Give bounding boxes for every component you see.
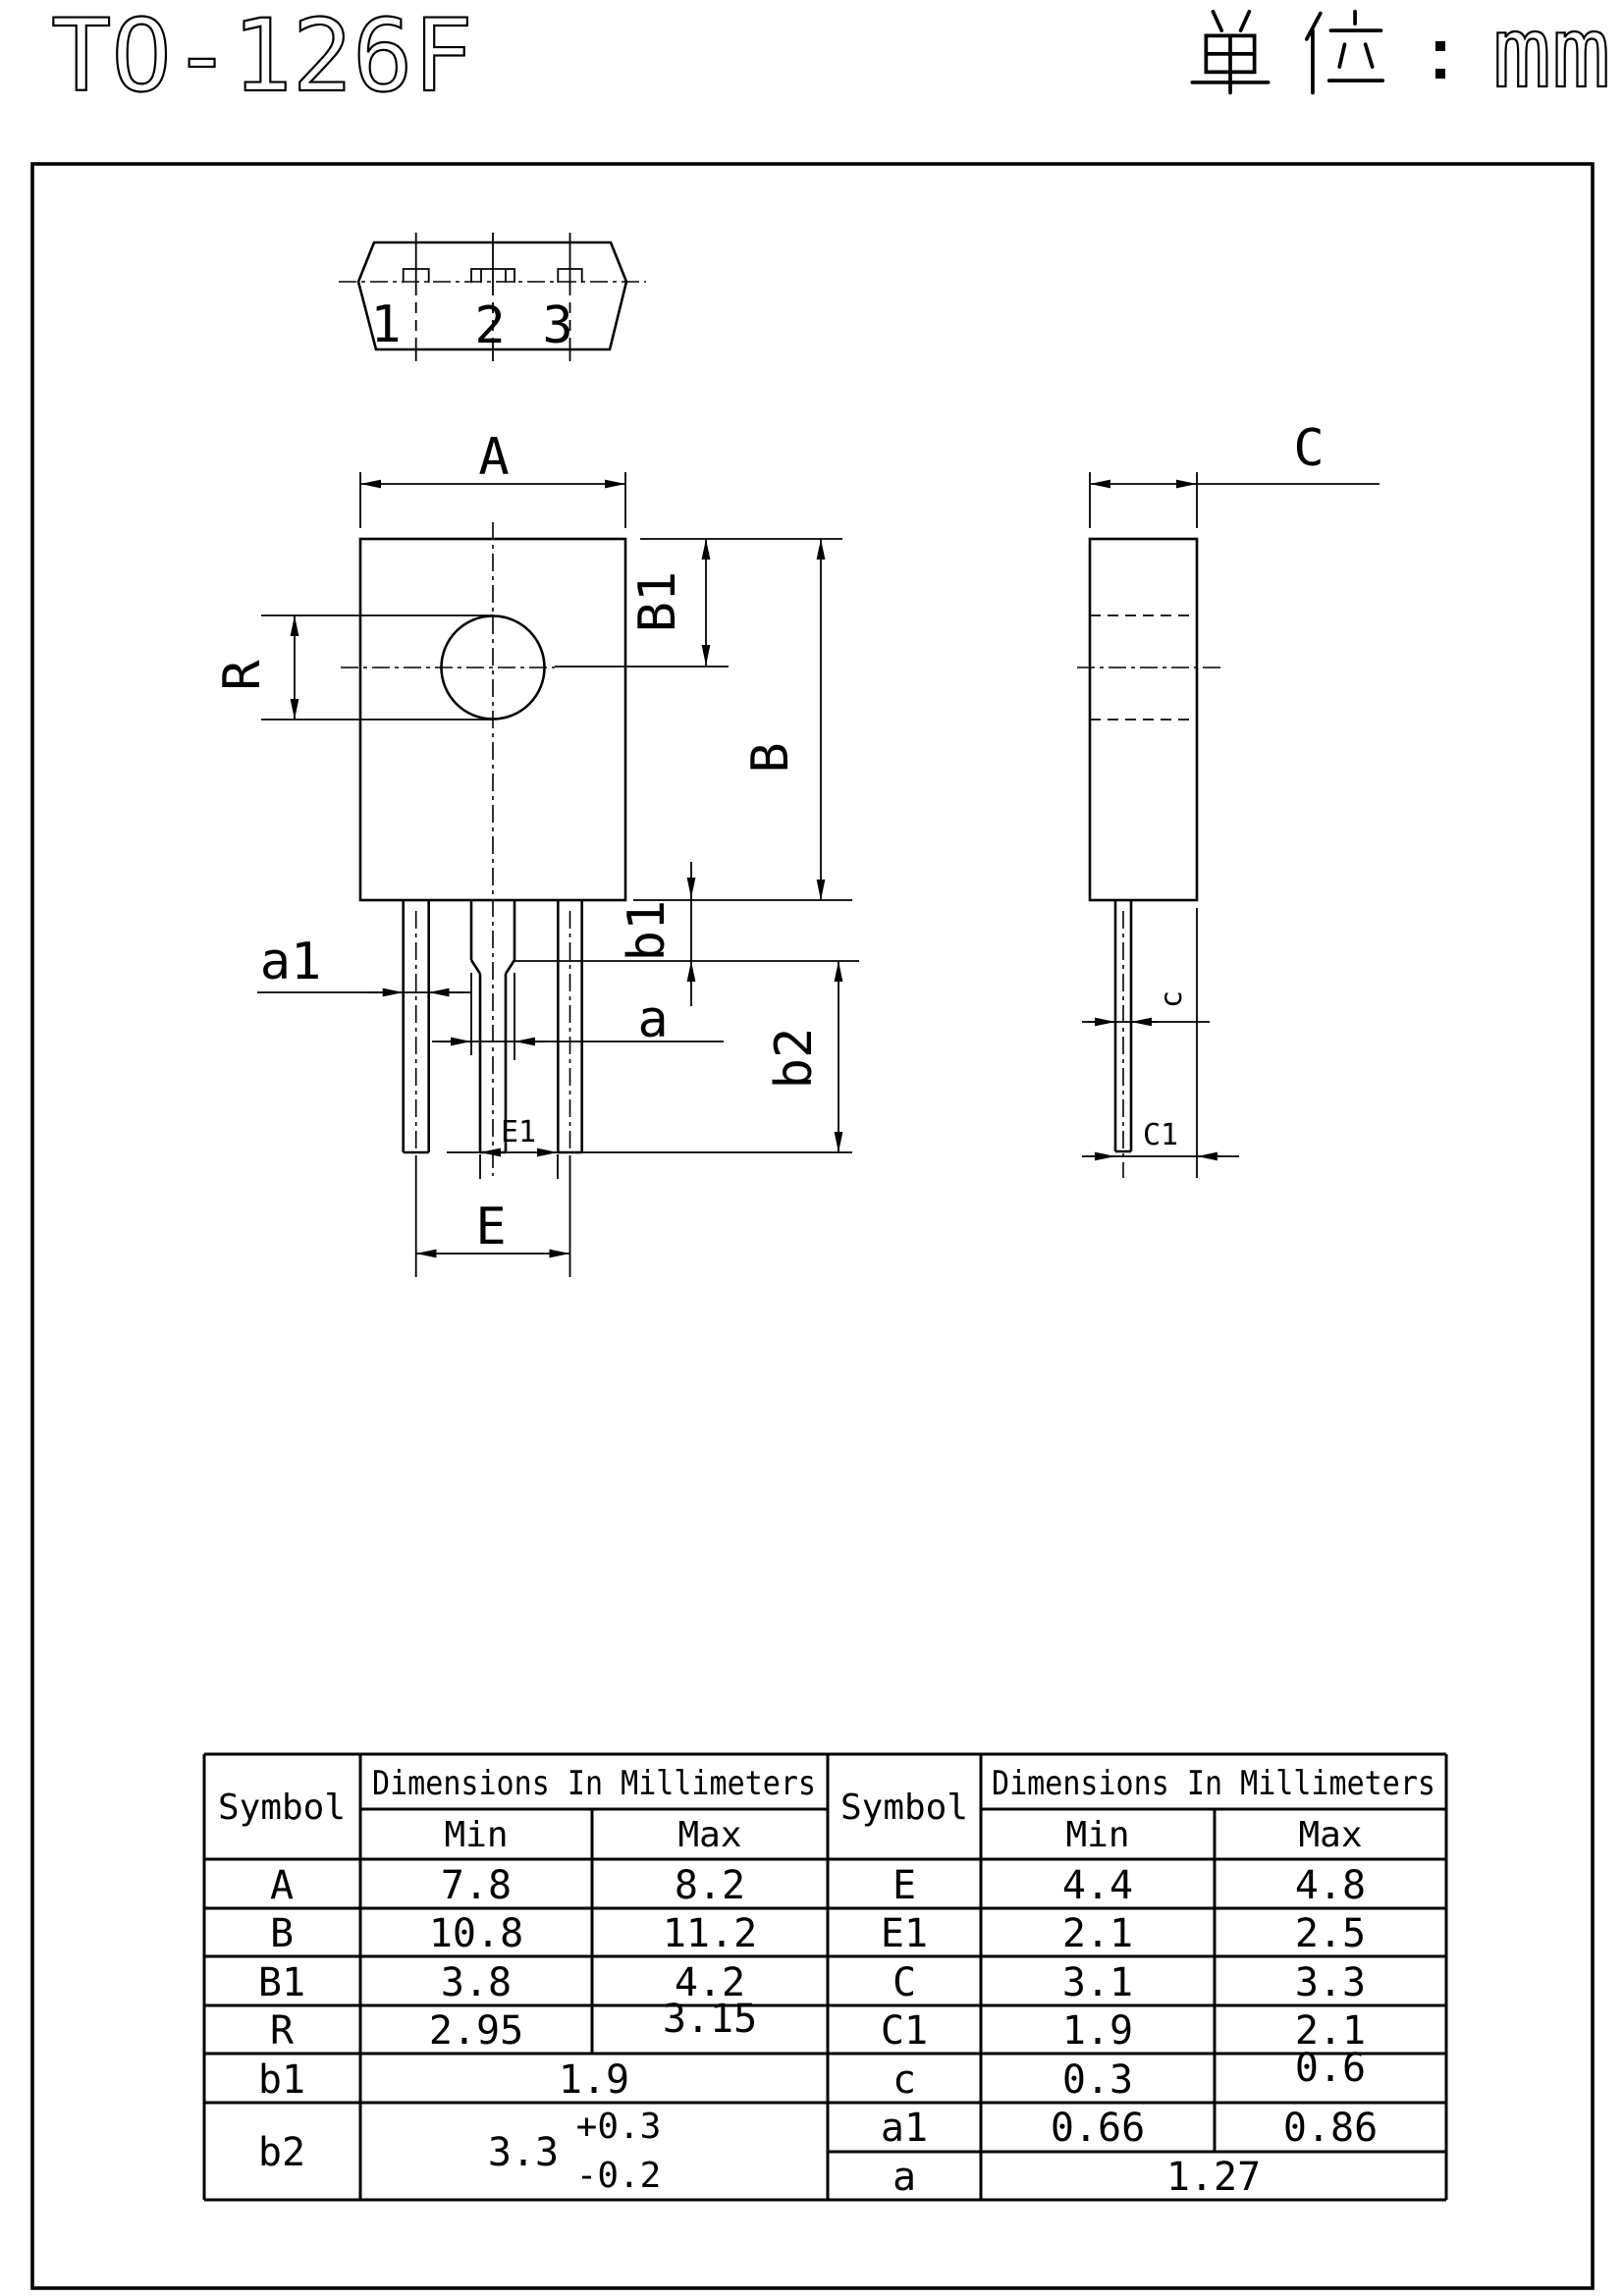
column-header: Dimensions In Millimeters [372,1764,816,1803]
cell-symbol: E [892,1863,917,1908]
cell-min: 7.8 [440,1863,513,1908]
cell-max: 2.5 [1294,1911,1367,1956]
cell-max: 3.15 [662,1997,758,2042]
dim-b2 [765,961,839,1152]
column-header: Symbol [217,1788,347,1828]
cell-symbol: b2 [257,2130,306,2175]
cell-min: 3.8 [440,1960,513,2005]
dim-E1 [447,1115,852,1179]
cell-symbol: a1 [880,2106,929,2151]
cell-min: 2.1 [1061,1911,1134,1956]
cell-min: 2.95 [428,2008,524,2054]
cell-max: 2.1 [1294,2008,1367,2054]
dim-A [360,428,625,528]
cell-tolerance-minus: -0.2 [575,2156,662,2196]
dim-B1 [628,539,842,666]
cell-symbol: b1 [257,2057,306,2103]
table-horizontal-lines [204,1754,1446,2200]
dim-label-b1: b1 [618,899,676,962]
cell-symbol: R [269,2008,295,2054]
pin-label-1: 1 [370,295,402,354]
dim-C [1090,419,1380,528]
dim-label-R: R [213,660,272,691]
cell-symbol: C1 [880,2008,929,2054]
table-row [270,1863,745,1908]
unit-label [1192,0,1610,110]
colon-icon [1435,41,1445,79]
column-header: Min [444,1815,509,1855]
dim-C1 [1082,908,1239,1178]
dim-a [432,973,724,1060]
table-row [893,1863,1366,1908]
column-header: Min [1065,1815,1130,1855]
dim-a1 [257,933,471,992]
dim-label-B1: B1 [628,570,687,633]
cell-value-merged: 3.3 [487,2130,560,2175]
cell-min: 0.3 [1061,2057,1134,2103]
table-row [893,2155,1261,2200]
dim-label-b2: b2 [765,1027,824,1090]
cell-min: 3.1 [1061,1960,1134,2005]
cell-min: 1.9 [1061,2008,1134,2054]
cell-max: 0.86 [1282,2106,1379,2151]
cell-max: 4.2 [674,1960,746,2005]
table-row [881,1911,1366,1956]
table-row [881,2008,1366,2054]
table-vertical-lines [204,1754,1446,2200]
dim-c [1082,990,1210,1022]
dim-label-A: A [478,428,510,487]
dim-label-c: c [1155,989,1189,1009]
cell-max: 4.8 [1294,1863,1367,1908]
cell-min: 10.8 [428,1911,524,1956]
page-title: TO-126F [51,0,473,115]
cell-symbol: B [269,1911,295,1956]
pin-label-2: 2 [474,296,506,355]
cell-value-merged: 1.27 [1165,2155,1262,2200]
front-view [213,428,859,1277]
dim-b1 [514,862,859,1006]
hanzi-wei [1307,12,1382,93]
cell-min: 4.4 [1061,1863,1134,1908]
side-view [1077,419,1380,1178]
right-table [840,1764,1435,2200]
dim-label-E1: E1 [500,1115,537,1149]
table-row [258,2107,661,2196]
dim-label-C1: C1 [1142,1118,1179,1152]
cell-tolerance-plus: +0.3 [575,2107,662,2147]
cell-symbol: A [269,1863,295,1908]
column-header: Dimensions In Millimeters [992,1764,1435,1803]
table-row [270,1911,757,1956]
dim-label-C: C [1293,419,1325,478]
cell-symbol: a [892,2155,917,2200]
cell-min: 0.66 [1050,2106,1146,2151]
dim-label-E: E [475,1198,507,1256]
hanzi-dan [1192,12,1268,93]
unit-mm: mm [1492,0,1611,110]
column-header: Max [1298,1815,1363,1855]
dim-label-B: B [741,742,800,774]
cell-symbol: B1 [257,1960,306,2005]
cell-max: 3.3 [1294,1960,1367,2005]
pin-label-3: 3 [542,296,573,355]
dim-label-a1: a1 [259,933,322,991]
column-header: Max [677,1815,742,1855]
cell-symbol: E1 [880,1911,929,1956]
cell-symbol: c [892,2057,917,2103]
dim-label-a: a [637,990,669,1049]
top-view [339,233,646,361]
table-row [881,2106,1378,2151]
table-row [893,1960,1366,2005]
column-header: Symbol [839,1788,969,1828]
left-table [218,1764,816,2196]
table-row [258,2057,629,2103]
cell-value-merged: 1.9 [558,2057,630,2103]
cell-symbol: C [892,1960,917,2005]
cell-max: 0.6 [1294,2046,1367,2091]
cell-max: 8.2 [674,1863,746,1908]
dimension-tables [204,1754,1446,2200]
cell-max: 11.2 [662,1911,758,1956]
